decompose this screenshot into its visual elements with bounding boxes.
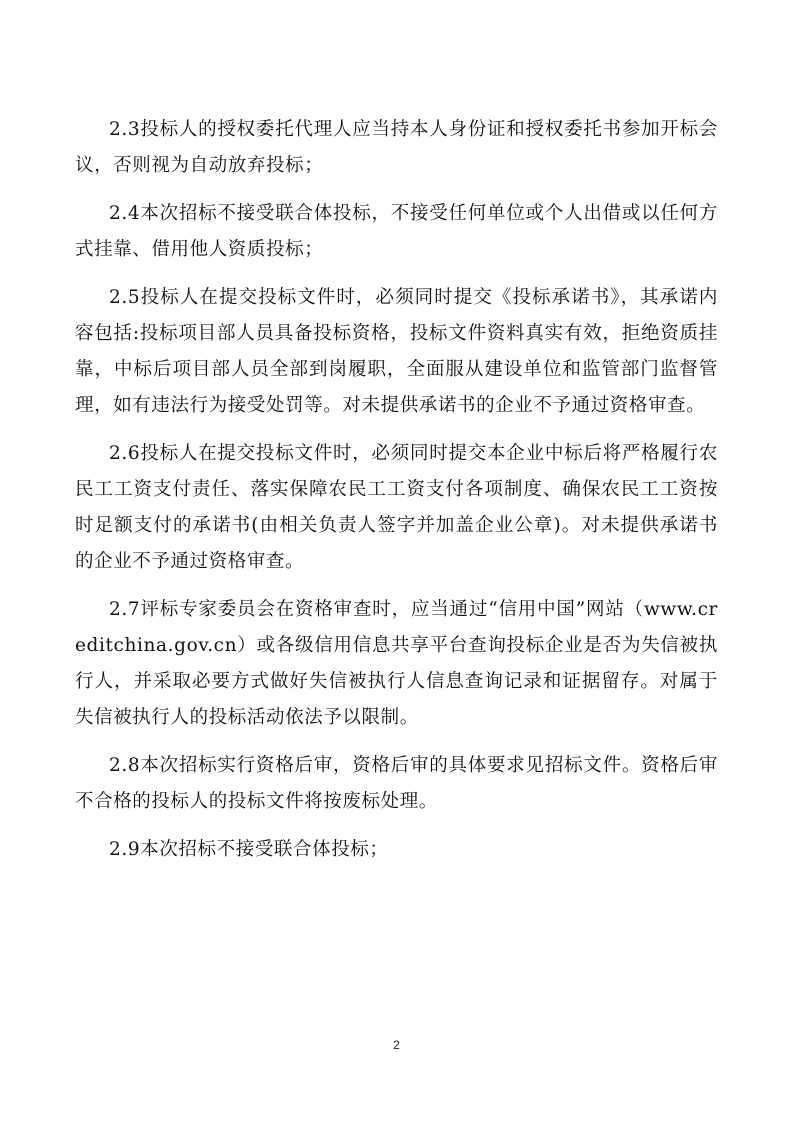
paragraph-2-9: 2.9本次招标不接受联合体投标； <box>109 839 389 860</box>
paragraph-2-7: 2.7评标专家委员会在资格审查时，应当通过“信用中国”网站（www.creditchina.gov.cn）或各级信用信息共享平台查询投标企业是否为失信被执行人，并采取必要方式做好失信被执行人信息查询记录和证据留存。对属于失信被执行人的投标活动依法予以限制。 <box>75 599 718 728</box>
paragraph-2-5: 2.5投标人在提交投标文件时，必须同时提交《投标承诺书》，其承诺内容包括:投标项目部人员具备投标资格，投标文件资料真实有效，拒绝资质挂靠，中标后项目部人员全部到岗履职，全面服从建设单位和监管部门监督管理，如有违法行为接受处罚等。对未提供承诺书的企业不予通过资格审查。 <box>75 287 718 416</box>
paragraph-2-8: 2.8本次招标实行资格后审，资格后审的具体要求见招标文件。资格后审不合格的投标人的投标文件将按废标处理。 <box>75 755 718 812</box>
document-body <box>75 112 718 880</box>
paragraph-2-3: 2.3投标人的授权委托代理人应当持本人身份证和授权委托书参加开标会议，否则视为自动放弃投标； <box>75 119 718 176</box>
page-number: 2 <box>393 1038 400 1052</box>
paragraph-2-6: 2.6投标人在提交投标文件时，必须同时提交本企业中标后将严格履行农民工工资支付责任、落实保障农民工工资支付各项制度、确保农民工工资按时足额支付的承诺书(由相关负责人签字并加盖企业公章)。对未提供承诺书的企业不予通过资格审查。 <box>75 443 718 572</box>
paragraph-2-4: 2.4本次招标不接受联合体投标，不接受任何单位或个人出借或以任何方式挂靠、借用他人资质投标； <box>75 203 718 260</box>
